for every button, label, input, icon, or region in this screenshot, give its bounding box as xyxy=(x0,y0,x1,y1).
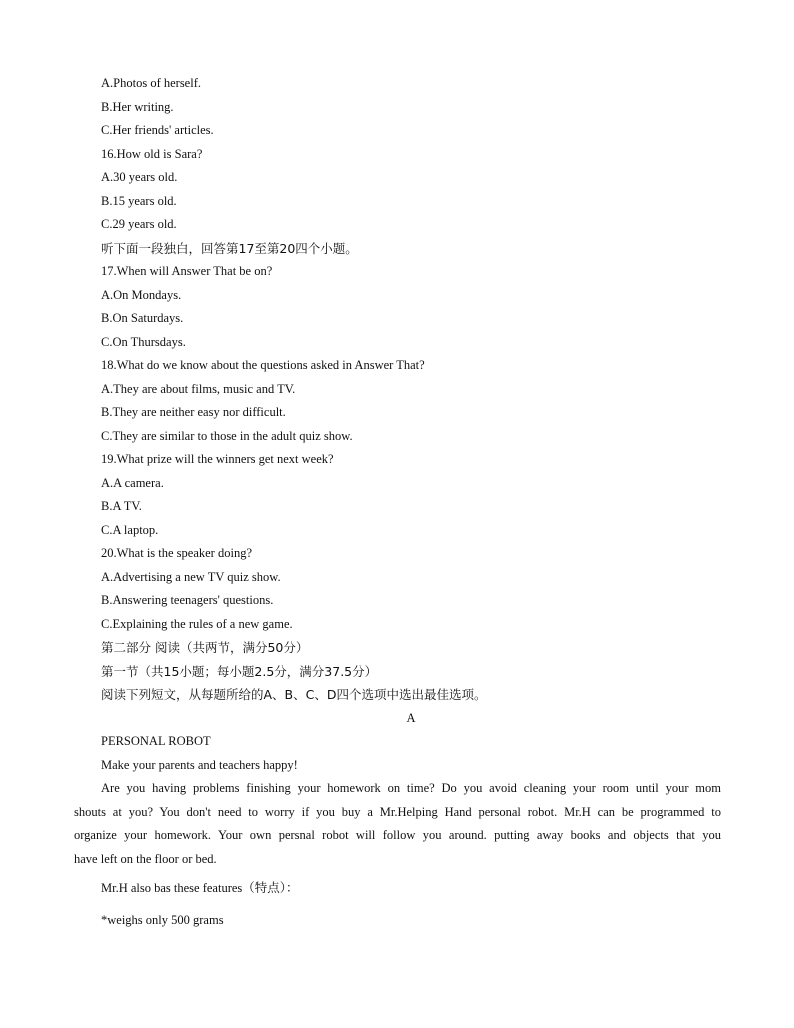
question-line: 16.How old is Sara? xyxy=(101,146,203,161)
part-two-heading: 第二部分 阅读（共两节，满分50分） xyxy=(101,640,309,655)
option-line: C.29 years old. xyxy=(101,217,177,231)
paragraph-line: have left on the floor or bed. xyxy=(74,851,217,866)
option-line: A.On Mondays. xyxy=(101,287,182,302)
paragraph-line: shouts at you? You don't need to worry if you buy a Mr.Helping Hand personal robot. Mr.H can be programmed to xyxy=(74,804,721,819)
option-line: A.They are about films, music and TV. xyxy=(101,381,296,396)
option-line: A.30 years old. xyxy=(101,170,178,184)
option-line: A.Advertising a new TV quiz show. xyxy=(101,569,281,584)
option-line: A.A camera. xyxy=(101,475,164,490)
document-page xyxy=(74,72,721,932)
option-line: A.Photos of herself. xyxy=(101,76,201,90)
question-line: 18.What do we know about the questions asked in Answer That? xyxy=(101,358,425,372)
section-note: 听下面一段独白，回答第17至第20四个小题。 xyxy=(101,240,358,256)
passage-title: PERSONAL ROBOT xyxy=(101,734,211,748)
option-line: C.Explaining the rules of a new game. xyxy=(101,616,293,631)
option-line: B.A TV. xyxy=(101,499,142,513)
question-line: 19.What prize will the winners get next week? xyxy=(101,452,334,466)
section-one-heading: 第一节（共15小题；每小题2.5分，满分37.5分） xyxy=(101,663,378,679)
question-line: 17.When will Answer That be on? xyxy=(101,264,273,278)
paragraph-line: organize your homework. Your own persnal robot will follow you around. putting away books and objects that you xyxy=(74,828,721,842)
question-line: 20.What is the speaker doing? xyxy=(101,546,252,560)
paragraph-line: Are you having problems finishing your homework on time? Do you avoid cleaning your room until your mom xyxy=(101,781,721,795)
passage-subtitle: Make your parents and teachers happy! xyxy=(101,757,298,772)
option-line: C.Her friends' articles. xyxy=(101,123,214,137)
option-line: C.On Thursdays. xyxy=(101,334,186,349)
instructions: 阅读下列短文，从每题所给的A、B、C、D四个选项中选出最佳选项。 xyxy=(101,687,487,702)
passage-label: A xyxy=(406,710,416,725)
features-line: Mr.H also bas these features（特点）： xyxy=(101,881,299,895)
option-line: C.They are similar to those in the adult quiz show. xyxy=(101,428,353,443)
option-line: B.15 years old. xyxy=(101,193,177,208)
option-line: B.Her writing. xyxy=(101,99,174,114)
option-line: B.They are neither easy nor difficult. xyxy=(101,405,286,419)
option-line: C.A laptop. xyxy=(101,522,159,537)
option-line: B.Answering teenagers' questions. xyxy=(101,593,274,607)
option-line: B.On Saturdays. xyxy=(101,311,184,325)
passage-paragraph xyxy=(74,777,721,871)
feature-item: *weighs only 500 grams xyxy=(101,912,224,927)
